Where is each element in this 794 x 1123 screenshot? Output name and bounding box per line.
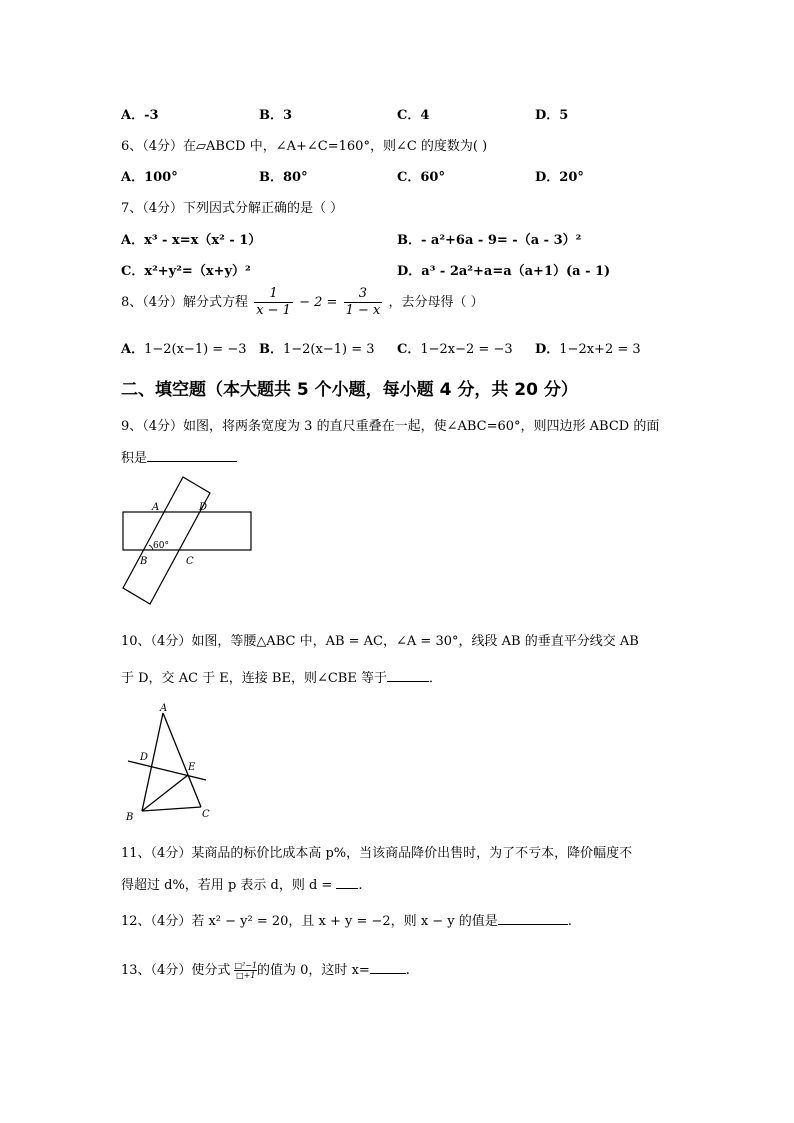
q8-frac1-denominator: x − 1 (256, 303, 291, 318)
q5-option-c: C．4 (397, 108, 430, 123)
q8-fraction-2 (344, 286, 383, 319)
q8-option-a-label: A． (121, 342, 145, 357)
q10-figure (122, 700, 222, 825)
q9-label-d: D (199, 502, 208, 513)
q8-option-d-label: D． (535, 342, 560, 357)
section-2-title: 二、填空题（本大题共 5 个小题，每小题 4 分，共 20 分） (121, 380, 578, 400)
q11-line-2-end: . (358, 878, 363, 893)
q8-option-b-expr: 1−2(x−1) = 3 (283, 342, 375, 357)
q12-answer-blank (498, 912, 568, 925)
q13-answer-blank (370, 961, 406, 974)
q6-option-b: B．80° (259, 170, 308, 185)
q8-frac1-numerator: 1 (254, 286, 293, 303)
q13-prefix: 13、（4分）使分式 (121, 963, 231, 978)
q13-frac-numerator: □²−1 (234, 961, 258, 970)
q9-line-2 (121, 447, 237, 466)
q6-option-a: A．100° (121, 170, 178, 185)
q6-stem: 6、（4分）在▱ABCD 中，∠A+∠C=160°，则∠C 的度数为( ) (121, 139, 488, 154)
q10-label-c: C (202, 809, 210, 820)
q6-option-c: C．60° (397, 170, 445, 185)
q10-line-1: 10、（4分）如图，等腰△ABC 中，AB = AC，∠A = 30°，线段 AB 的垂直平分线交 AB (121, 634, 639, 649)
q11-line-2-text: 得超过 d%，若用 p 表示 d，则 d = (121, 878, 333, 893)
q8-option-c-expr: 1−2x−2 = −3 (420, 342, 513, 357)
q8-option-a-expr: 1−2(x−1) = −3 (144, 342, 247, 357)
q11-answer-blank (336, 876, 358, 889)
q9-line-2-text: 积是 (121, 451, 148, 466)
q10-label-d: D (140, 752, 149, 763)
q9-label-b: B (140, 556, 148, 567)
q10-line-2-text: 于 D，交 AC 于 E，连接 BE，则∠CBE 等于 (121, 671, 387, 686)
q5-option-b: B．3 (259, 108, 293, 123)
q8-option-b-label: B． (259, 342, 283, 357)
q9-label-a: A (152, 502, 160, 513)
q8-stem (121, 286, 484, 320)
q13-suffix: 的值为 0，这时 x= (257, 963, 370, 978)
q7-option-c: C．x²+y²=（x+y）² (121, 264, 251, 279)
q9-figure (118, 472, 258, 612)
q8-stem-suffix: ，去分母得（ ） (388, 295, 484, 310)
q6-option-d: D．20° (535, 170, 584, 185)
q8-frac2-denominator: 1 − x (345, 303, 381, 318)
q7-stem: 7、（4分）下列因式分解正确的是（ ） (121, 201, 344, 216)
q8-option-d (535, 338, 641, 357)
q9-answer-blank (147, 449, 237, 462)
q9-line-1: 9、（4分）如图，将两条宽度为 3 的直尺重叠在一起，使∠ABC=60°，则四边形 ABCD 的面 (121, 419, 660, 434)
q12-text: 12、（4分）若 x² − y² = 20，且 x + y = −2，则 x − y 的值是 (121, 914, 498, 929)
q13-frac-denominator: □+1 (236, 971, 256, 980)
q9-ruler-horizontal (123, 512, 251, 550)
q10-answer-blank (387, 669, 429, 682)
q8-frac2-numerator: 3 (344, 286, 383, 303)
q13-line (121, 958, 410, 984)
q7-option-a: A．x³ - x=x（x² - 1） (121, 233, 262, 248)
q10-side-bc (142, 807, 201, 811)
q8-middle: − 2 = (299, 295, 338, 310)
q5-option-d: D．5 (535, 108, 569, 123)
q11-line-1: 11、（4分）某商品的标价比成本高 p%，当该商品降价出售时，为了不亏本，降价幅度不 (121, 846, 633, 861)
q13-fraction (234, 961, 257, 980)
q7-option-d: D．a³ - 2a²+a=a（a+1）(a - 1) (397, 264, 611, 279)
q7-option-b: B．- a²+6a - 9= -（a - 3）² (397, 233, 582, 248)
q10-line-2-end: ． (428, 671, 442, 686)
q8-option-a (121, 338, 247, 357)
q10-side-ac (163, 713, 201, 807)
q13-end: . (405, 963, 410, 978)
q10-label-e: E (188, 762, 196, 773)
q9-label-c: C (186, 556, 194, 567)
q12-end: . (567, 914, 572, 929)
q9-angle-label: 60° (153, 541, 169, 551)
q12-line (121, 910, 572, 929)
q5-option-a: A．-3 (121, 108, 159, 123)
q11-line-2 (121, 874, 362, 893)
q10-label-a: A (160, 703, 168, 714)
q10-label-b: B (126, 812, 134, 823)
q8-stem-prefix: 8、（4分）解分式方程 (121, 295, 249, 310)
q8-option-d-expr: 1−2x+2 = 3 (559, 342, 641, 357)
q10-line-2 (121, 667, 442, 686)
q8-option-c-label: C． (397, 342, 421, 357)
q8-fraction-1 (254, 286, 293, 319)
q8-option-b (259, 338, 375, 357)
q8-option-c (397, 338, 513, 357)
